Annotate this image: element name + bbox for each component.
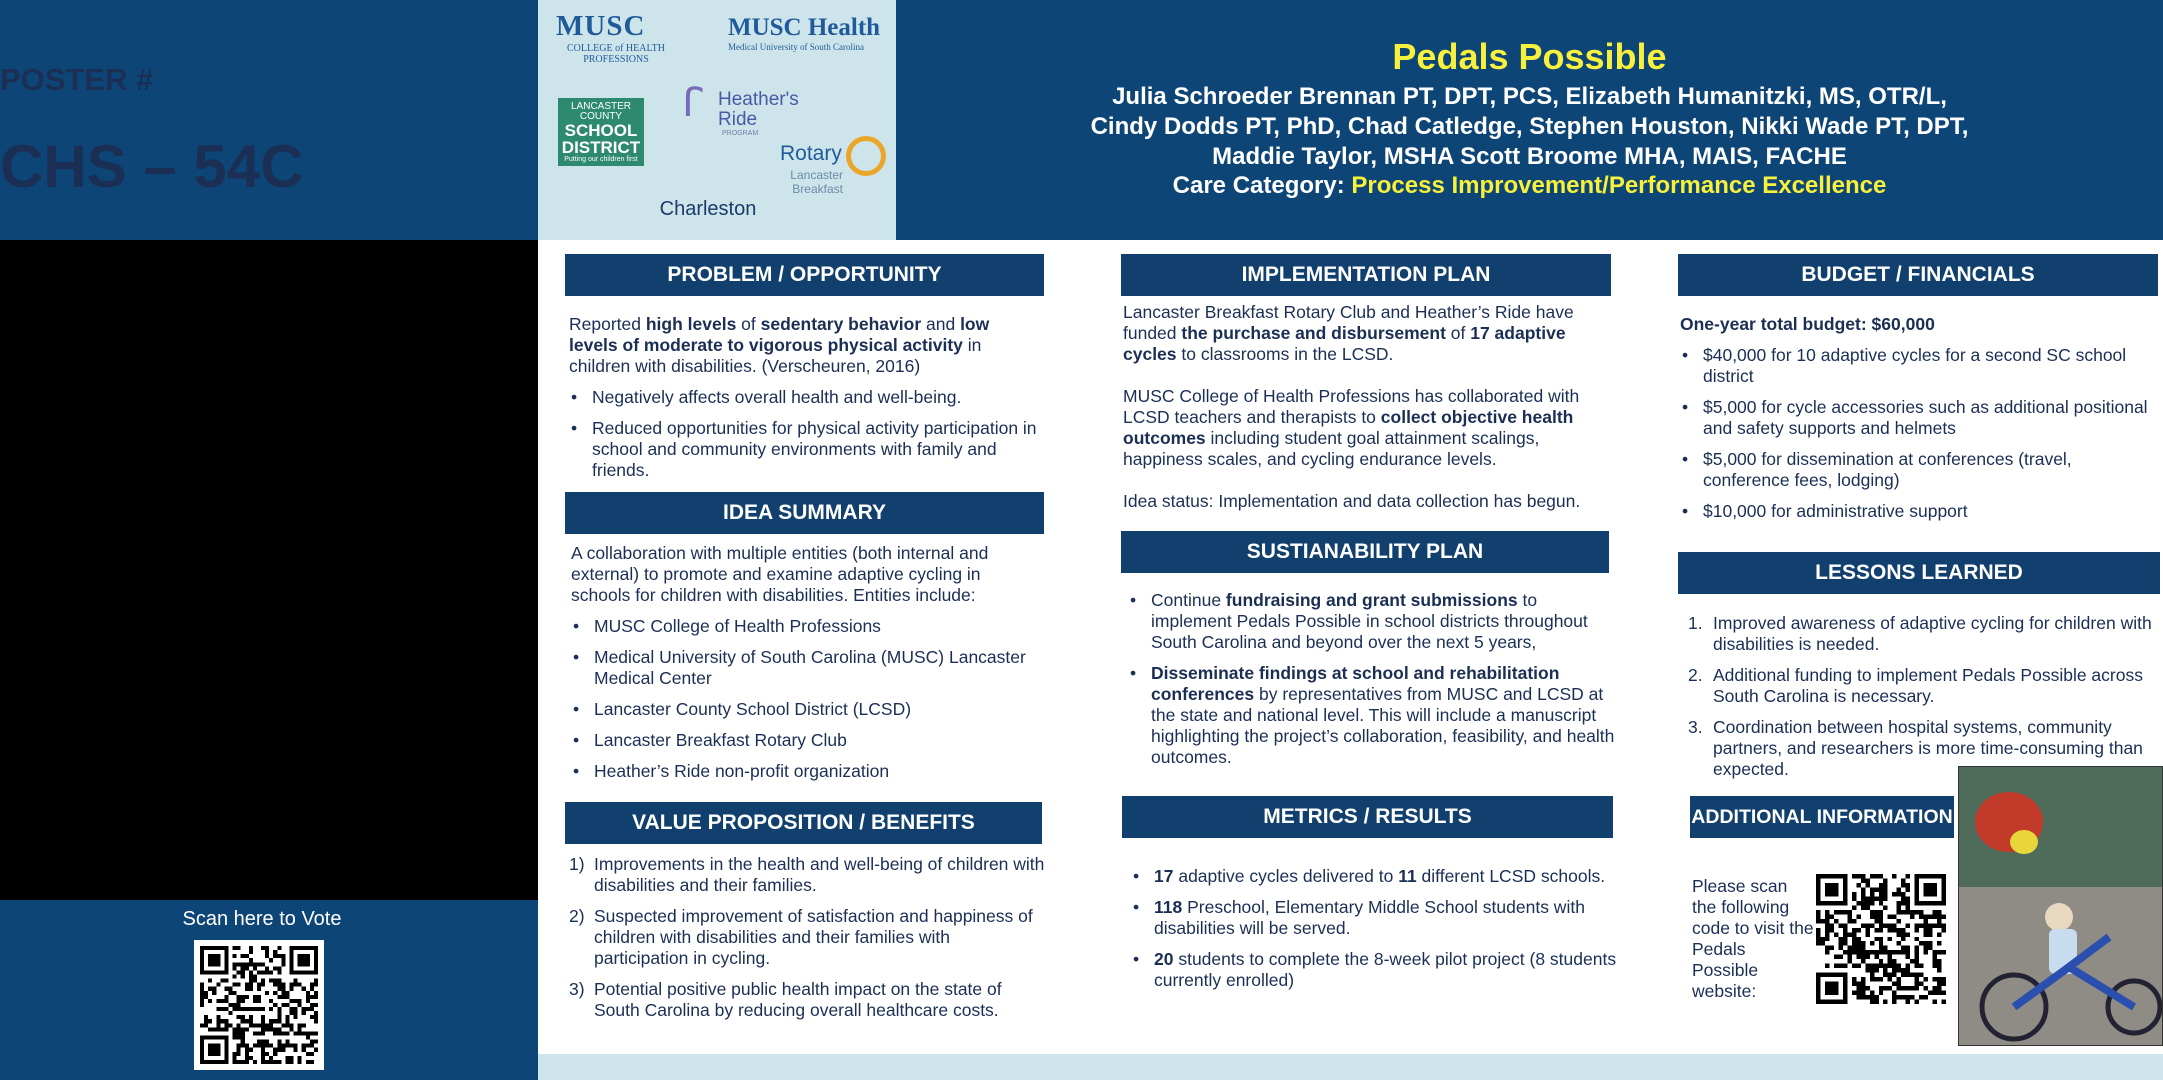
additional-text: Please scan the following code to visit the Pedals Possible website: xyxy=(1692,876,1814,1001)
list-item: 2. Additional funding to implement Pedals Possible across South Carolina is necessary. xyxy=(1688,665,2143,706)
list-item: • $5,000 for dissemination at conferences (travel, conference fees, lodging) xyxy=(1680,449,2160,491)
rotary-wheel-icon xyxy=(846,136,886,176)
poster-label: POSTER # xyxy=(0,62,154,97)
list-item: • Lancaster County School District (LCSD) xyxy=(571,699,1041,720)
problem-section xyxy=(569,314,1039,491)
authors: Julia Schroeder Brennan PT, DPT, PCS, Elizabeth Humanitzki, MS, OTR/L, Cindy Dodds PT, PhD, Chad Catledge, Stephen Houston, Nikki Wade PT, DPT, Maddie Taylor, MSHA Scott Broome MHA, MAIS, FACHE xyxy=(1090,83,1969,170)
list-item: 1) Improvements in the health and well-being of children with disabilities and their families. xyxy=(569,854,1045,895)
lessons-heading: LESSONS LEARNED xyxy=(1678,552,2160,594)
vote-label: Scan here to Vote xyxy=(182,908,342,930)
list-item: • Negatively affects overall health and well-being. xyxy=(569,387,1039,408)
musc-health-logo: MUSC Health Medical University of South Carolina xyxy=(728,14,881,52)
list-item: • 17 adaptive cycles delivered to 11 different LCSD schools. xyxy=(1131,866,1621,887)
poster-title: Pedals Possible xyxy=(1392,36,1667,77)
value-heading: VALUE PROPOSITION / BENEFITS xyxy=(565,802,1042,844)
lessons-section xyxy=(1688,613,2158,790)
problem-intro: Reported high levels of sedentary behavior and low levels of moderate to vigorous physical activity in children with disabilities. (Verscheuren, 2016) xyxy=(569,314,990,376)
problem-heading: PROBLEM / OPPORTUNITY xyxy=(565,254,1044,296)
sustainability-bullets xyxy=(1128,590,1620,768)
idea-intro: A collaboration with multiple entities (both internal and external) to promote and examine adaptive cycling in schools for children with disabilities. Entities include: xyxy=(571,543,989,605)
list-item: • $10,000 for administrative support xyxy=(1680,501,2160,522)
budget-heading: BUDGET / FINANCIALS xyxy=(1678,254,2158,296)
rail-blank-area xyxy=(0,240,538,900)
metrics-bullets xyxy=(1131,866,1621,991)
metrics-section xyxy=(1131,866,1621,1001)
sustainability-section xyxy=(1128,590,1620,778)
musc-chp-logo: MUSC COLLEGE of HEALTH PROFESSIONS xyxy=(556,10,665,65)
care-category: Care Category: Process Improvement/Performance Excellence xyxy=(1172,172,1887,199)
budget-total: One-year total budget: $60,000 xyxy=(1680,314,1935,334)
problem-bullets xyxy=(569,387,1039,481)
child-on-adaptive-cycle-photo xyxy=(1958,766,2163,1046)
list-item: • Continue fundraising and grant submissions to implement Pedals Possible in school districts throughout South Carolina and beyond over the next 5 years, xyxy=(1128,590,1620,653)
poster-id-panel xyxy=(0,0,538,240)
website-qr-code[interactable] xyxy=(1816,874,1946,1004)
location-label: Charleston xyxy=(659,198,757,220)
budget-bullets xyxy=(1680,345,2160,522)
lessons-list xyxy=(1688,613,2158,780)
list-item: 1. Improved awareness of adaptive cycling for children with disabilities is needed. xyxy=(1688,613,2152,654)
list-item: 2) Suspected improvement of satisfaction and happiness of children with disabilities and their families with participation in cycling. xyxy=(569,906,1033,968)
value-list xyxy=(569,854,1045,1021)
list-item: 3. Coordination between hospital systems, community partners, and researchers is more time-consuming than expected. xyxy=(1688,717,2143,779)
value-section xyxy=(569,854,1045,1031)
list-item: • Lancaster Breakfast Rotary Club xyxy=(571,730,1041,751)
list-item: • Heather’s Ride non-profit organization xyxy=(571,761,1041,782)
lcsd-logo: LANCASTER COUNTY SCHOOL DISTRICT Putting our children first xyxy=(558,98,644,166)
implementation-section xyxy=(1123,302,1603,512)
list-item: • Disseminate findings at school and rehabilitation conferences by representatives from MUSC and LCSD at the state and national level. This will include a manuscript highlighting the project’s collaboration, feasibility, and health outcomes. xyxy=(1128,663,1620,768)
footer-strip xyxy=(538,1054,2163,1080)
list-item: • MUSC College of Health Professions xyxy=(571,616,1041,637)
list-item: 3) Potential positive public health impact on the state of South Carolina by reducing overall healthcare costs. xyxy=(569,979,1002,1020)
vote-qr-code[interactable] xyxy=(194,940,324,1070)
list-item: • 118 Preschool, Elementary Middle School students with disabilities will be served. xyxy=(1131,897,1621,939)
list-item: • 20 students to complete the 8-week pilot project (8 students currently enrolled) xyxy=(1131,949,1621,991)
idea-bullets xyxy=(571,616,1041,782)
additional-heading: ADDITIONAL INFORMATION xyxy=(1690,796,1954,838)
poster-number: CHS – 54C xyxy=(0,133,304,200)
implementation-p2: MUSC College of Health Professions has collaborated with LCSD teachers and therapists to collect objective health outcomes including student goal attainment scalings, happiness scales, and cycling endurance levels. xyxy=(1123,386,1580,469)
list-item: • Medical University of South Carolina (MUSC) Lancaster Medical Center xyxy=(571,647,1041,689)
sustainability-heading: SUSTIANABILITY PLAN xyxy=(1121,531,1609,573)
implementation-heading: IMPLEMENTATION PLAN xyxy=(1121,254,1611,296)
idea-heading: IDEA SUMMARY xyxy=(565,492,1044,534)
implementation-status: Idea status: Implementation and data collection has begun. xyxy=(1123,491,1581,511)
idea-section xyxy=(571,543,1041,792)
implementation-p1: Lancaster Breakfast Rotary Club and Heather’s Ride have funded the purchase and disbursement of 17 adaptive cycles to classrooms in the LCSD. xyxy=(1123,302,1574,364)
metrics-heading: METRICS / RESULTS xyxy=(1122,796,1613,838)
rider-icon: ꓩ xyxy=(682,81,703,125)
list-item: • Reduced opportunities for physical activity participation in school and community environments with family and friends. xyxy=(569,418,1039,481)
list-item: • $40,000 for 10 adaptive cycles for a second SC school district xyxy=(1680,345,2160,387)
list-item: • $5,000 for cycle accessories such as additional positional and safety supports and helmets xyxy=(1680,397,2160,439)
budget-section xyxy=(1680,314,2160,532)
